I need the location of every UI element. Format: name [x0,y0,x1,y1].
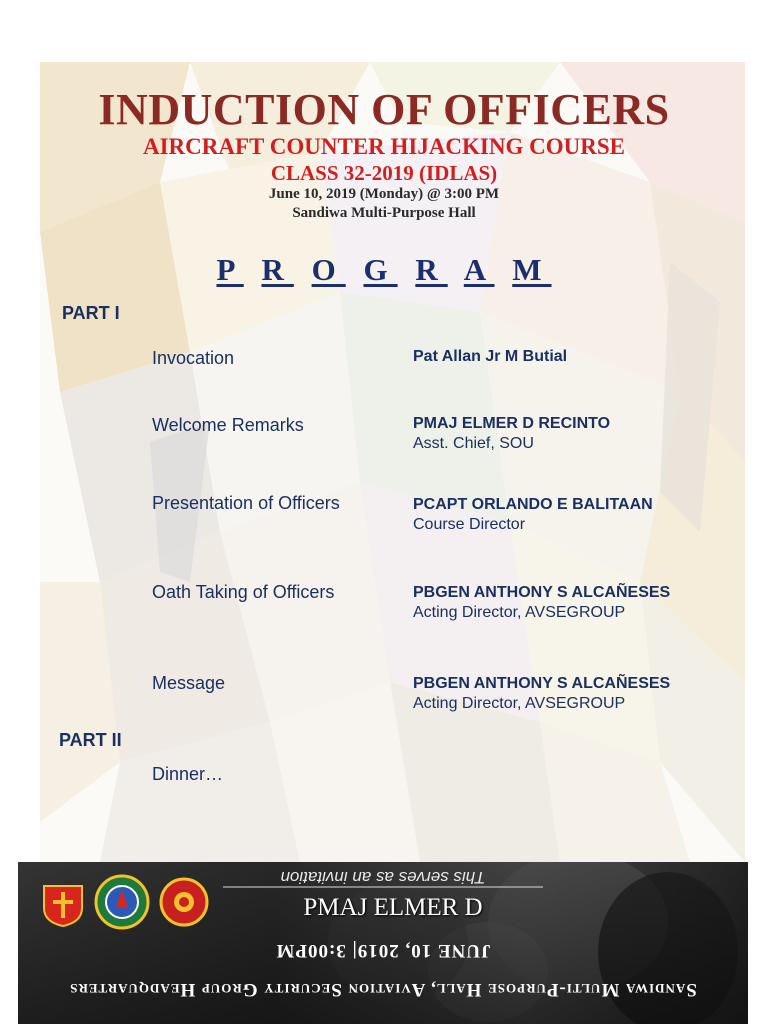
course-name: AIRCRAFT COUNTER HIJACKING COURSE [143,134,625,159]
person-role: Acting Director, AVSEGROUP [413,604,626,621]
footer-banner [18,862,748,1024]
program-letter: M [512,252,552,287]
program-heading [0,252,768,288]
program-letter: P [216,252,244,287]
person-name: Pat Allan Jr M Butial [413,348,568,365]
footer-invitation-text: This serves as an invitation [280,868,486,887]
program-item-person [413,348,567,366]
person-name: PCAPT ORLANDO E BALITAAN [413,496,653,513]
program-letter: O [311,252,346,287]
person-name: PMAJ ELMER D RECINTO [413,415,611,432]
footer-date: JUNE 10, 2019| 3:00PM [275,940,491,961]
program-item-person [413,496,653,534]
program-letter: A [463,252,495,287]
footer-venue: Sandiwa Multi-Purpose Hall, Aviation Security Group Headquarters [69,979,697,1000]
person-name: PBGEN ANTHONY S ALCAÑESES [413,675,671,692]
person-role: Course Director [413,516,526,533]
class-name: CLASS 32-2019 (IDLAS) [270,161,498,185]
program-item-activity: Presentation of Officers [152,493,340,513]
program-letter: R [261,252,294,287]
event-date-time: June 10, 2019 (Monday) @ 3:00 PM [268,186,500,202]
program-letter: G [363,252,398,287]
program-item-person [413,675,670,713]
person-role: Asst. Chief, SOU [413,435,534,452]
part-2-label: PART II [59,730,122,750]
program-item-person [413,584,670,622]
program-item-activity: Message [152,673,226,693]
event-venue: Sandiwa Multi-Purpose Hall [292,205,476,221]
part-1-label: PART I [62,303,120,323]
person-role: Acting Director, AVSEGROUP [413,695,626,712]
program-item-activity: Invocation [152,348,235,368]
page-title: INDUCTION OF OFFICERS [98,85,670,134]
program-item-activity: Welcome Remarks [152,415,304,435]
person-name: PBGEN ANTHONY S ALCAÑESES [413,584,671,601]
footer-signatory: PMAJ ELMER D [303,894,483,921]
program-item-activity: Dinner… [152,764,224,784]
program-item-activity: Oath Taking of Officers [152,582,335,602]
shield-logo-icon [40,882,86,928]
program-letter: R [415,252,448,287]
program-item-person [413,415,610,453]
